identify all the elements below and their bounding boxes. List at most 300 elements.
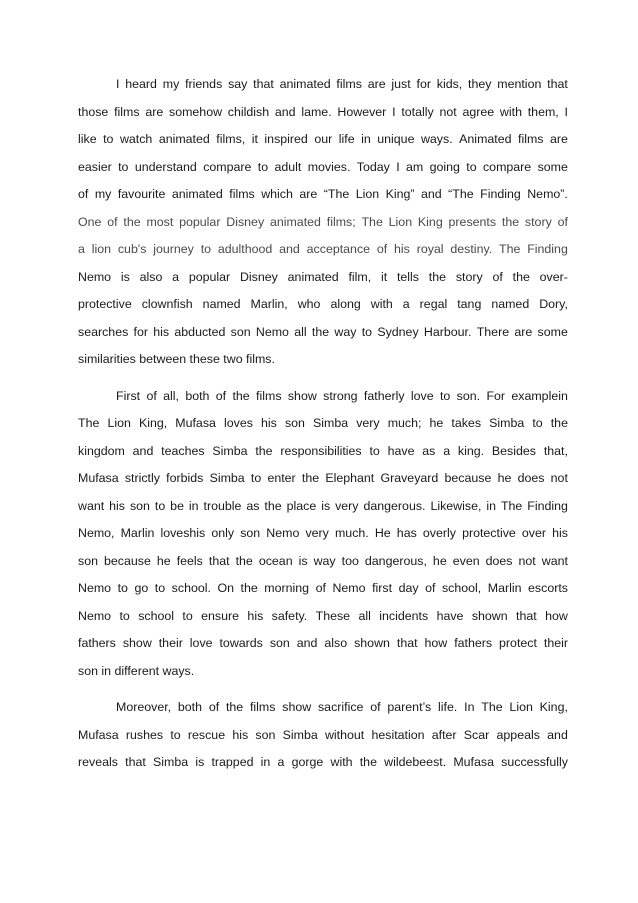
word: to xyxy=(466,159,477,174)
word: a xyxy=(443,443,451,458)
word: to xyxy=(361,324,373,339)
word: regal xyxy=(419,297,448,311)
word: favourite xyxy=(117,187,166,201)
word: rescue xyxy=(187,727,226,742)
word: responsibilities xyxy=(280,443,362,458)
word: want xyxy=(78,498,105,513)
word: the xyxy=(240,581,258,595)
word: to xyxy=(119,608,130,623)
word: are xyxy=(299,187,318,201)
word: films xyxy=(518,132,544,146)
word: some xyxy=(537,324,568,339)
word: that xyxy=(547,77,568,91)
word: adulthood xyxy=(217,242,273,256)
word: strictly xyxy=(124,471,160,485)
word: that xyxy=(208,553,230,568)
word: all xyxy=(358,608,371,623)
word: fathers xyxy=(454,636,493,650)
word: kids, xyxy=(436,77,463,91)
word: both xyxy=(177,700,203,714)
paragraph-2-line-7 xyxy=(78,548,568,576)
word: Simba xyxy=(212,443,248,458)
word: his xyxy=(247,608,264,623)
word: overly xyxy=(422,526,456,540)
word: Simba xyxy=(153,755,189,769)
word: On xyxy=(217,581,234,595)
word: films xyxy=(336,77,362,91)
word: most xyxy=(146,214,174,229)
word: parent’s xyxy=(387,700,432,714)
word: a xyxy=(277,755,285,769)
word: my xyxy=(162,77,180,91)
word: in xyxy=(486,498,497,513)
word: to xyxy=(117,581,128,595)
word: some xyxy=(537,159,568,174)
word: Harbour. xyxy=(423,324,472,339)
word: and xyxy=(132,443,154,458)
word: ocean xyxy=(258,553,293,568)
word: Finding xyxy=(480,187,521,201)
word: love xyxy=(189,636,213,650)
word: the xyxy=(550,416,568,430)
word: the xyxy=(255,443,273,458)
word: because xyxy=(444,471,492,485)
word: is xyxy=(120,269,130,284)
word: over xyxy=(521,526,547,540)
word: his xyxy=(153,324,170,339)
word: compare xyxy=(203,159,252,174)
word: Besides xyxy=(491,443,536,458)
paragraph-1-line-11: similarities between these two films. xyxy=(78,352,275,366)
word: of xyxy=(425,581,436,595)
word: just xyxy=(391,77,411,91)
word: films; xyxy=(326,214,356,229)
word: Nemo xyxy=(78,581,112,595)
word: abducted xyxy=(174,324,226,339)
word: that, xyxy=(543,443,568,458)
word: who xyxy=(297,297,321,311)
word: all xyxy=(294,324,307,339)
word: destiny. xyxy=(450,242,493,256)
word: friends xyxy=(185,77,223,91)
word: first xyxy=(372,581,393,595)
word: protective xyxy=(462,526,516,540)
word: life xyxy=(338,132,355,146)
word: adult xyxy=(274,159,302,174)
word: of xyxy=(146,388,157,403)
word: loveshis xyxy=(160,526,206,540)
word: For xyxy=(486,388,506,403)
word: successfully xyxy=(501,755,568,769)
word: trouble xyxy=(203,498,242,513)
word: show xyxy=(282,700,312,714)
word: son xyxy=(284,416,305,430)
word: and xyxy=(421,187,442,201)
word: shown xyxy=(354,636,390,650)
word: Mufasa xyxy=(175,416,216,430)
word: their xyxy=(543,636,568,650)
word: both xyxy=(185,388,210,403)
word: journey xyxy=(153,242,194,256)
word: easier xyxy=(78,159,112,174)
paragraph-2-line-10 xyxy=(78,630,568,658)
paragraph-1-line-10 xyxy=(78,319,568,347)
word: Nemo xyxy=(78,608,112,623)
word: the xyxy=(512,269,530,284)
word: his xyxy=(552,526,568,540)
word: way xyxy=(313,553,336,568)
word: of xyxy=(370,700,381,714)
word: wildebeest. xyxy=(384,755,447,769)
word: as xyxy=(246,498,260,513)
word: for xyxy=(416,77,431,91)
word: with xyxy=(330,755,353,769)
word: The xyxy=(500,498,523,513)
word: the xyxy=(232,388,250,403)
word: to xyxy=(532,416,543,430)
word: films, xyxy=(216,132,246,146)
word: in xyxy=(361,132,371,146)
word: Simba xyxy=(313,416,349,430)
word: Today xyxy=(356,159,390,174)
word: their xyxy=(158,636,183,650)
paragraph-1-line-5 xyxy=(78,181,568,209)
word: son xyxy=(129,498,150,513)
paragraph-1-line-8 xyxy=(78,264,568,292)
word: presents xyxy=(448,214,497,229)
word: Nemo xyxy=(78,269,112,284)
word: Mufasa xyxy=(453,755,494,769)
word: going xyxy=(429,159,460,174)
word: are xyxy=(367,77,386,91)
paragraph-2-line-8 xyxy=(78,575,568,603)
word: king. xyxy=(457,443,485,458)
word: to xyxy=(200,242,212,256)
word: that xyxy=(516,608,537,623)
word: are xyxy=(549,132,568,146)
word: to xyxy=(154,498,166,513)
word: dangerous. xyxy=(363,498,426,513)
word: I xyxy=(116,77,120,91)
word: the xyxy=(123,214,141,229)
word: after xyxy=(431,727,457,742)
word: of xyxy=(315,581,326,595)
word: loves xyxy=(224,416,253,430)
word: son xyxy=(240,526,261,540)
word: for xyxy=(133,324,149,339)
word: with xyxy=(499,104,522,119)
word: mention xyxy=(497,77,542,91)
word: of xyxy=(208,700,220,714)
word: unique xyxy=(377,132,415,146)
word: he xyxy=(156,553,171,568)
word: how xyxy=(424,636,448,650)
word: safety. xyxy=(271,608,308,623)
paragraph-3-line-1 xyxy=(78,694,568,722)
word: Lion xyxy=(355,187,380,201)
word: Nemo, xyxy=(78,526,115,540)
word: the xyxy=(225,700,244,714)
word: his xyxy=(232,727,249,742)
paragraph-2-line-1 xyxy=(78,383,568,411)
word: in xyxy=(260,755,271,769)
word: Scar xyxy=(463,727,490,742)
word: dangerous, xyxy=(364,553,427,568)
word: also xyxy=(324,636,348,650)
word: he xyxy=(497,471,512,485)
word: appeals xyxy=(496,727,540,742)
word: them, xyxy=(527,104,559,119)
word: very xyxy=(335,498,359,513)
word: which xyxy=(261,187,293,201)
word: go xyxy=(134,581,149,595)
word: only xyxy=(211,526,235,540)
word: are xyxy=(514,324,533,339)
word: Graveyard xyxy=(380,471,439,485)
word: incidents xyxy=(379,608,429,623)
word: film, xyxy=(348,269,372,284)
word: Disney xyxy=(226,214,265,229)
word: First xyxy=(116,388,141,403)
word: agree xyxy=(462,104,495,119)
word: the xyxy=(301,471,320,485)
word: King, xyxy=(138,416,168,430)
paragraph-2-line-3 xyxy=(78,438,568,466)
word: Finding xyxy=(527,498,568,513)
word: like xyxy=(78,132,97,146)
word: story xyxy=(524,214,552,229)
word: In xyxy=(464,700,475,714)
paragraph-2-line-9 xyxy=(78,603,568,631)
word: Moreover, xyxy=(116,700,172,714)
word: his xyxy=(261,416,277,430)
word: the xyxy=(235,553,253,568)
word: the xyxy=(428,269,447,284)
word: totally xyxy=(401,104,434,119)
word: reveals xyxy=(78,755,118,769)
paragraph-1-line-9 xyxy=(78,291,568,319)
word: compare xyxy=(482,159,532,174)
word: fathers xyxy=(78,636,116,650)
word: to xyxy=(250,471,262,485)
word: is xyxy=(321,498,331,513)
word: they xyxy=(468,77,492,91)
word: those xyxy=(78,104,109,119)
word: ensure xyxy=(201,608,240,623)
word: over- xyxy=(539,269,568,284)
word: and xyxy=(547,727,568,742)
word: animated xyxy=(269,214,321,229)
word: forbids xyxy=(166,471,204,485)
word: films xyxy=(249,700,276,714)
word: One xyxy=(78,214,102,229)
word: the xyxy=(264,498,282,513)
paragraph-1-line-4 xyxy=(78,154,568,182)
word: not xyxy=(439,104,457,119)
word: The xyxy=(481,700,503,714)
word: fatherly xyxy=(363,388,405,403)
paragraph-2-line-6 xyxy=(78,520,568,548)
word: popular xyxy=(188,269,231,284)
word: to xyxy=(118,159,129,174)
word: also xyxy=(139,269,163,284)
word: acceptance xyxy=(306,242,371,256)
word: Simba xyxy=(209,471,245,485)
word: morning xyxy=(264,581,310,595)
word: tang xyxy=(457,297,482,311)
word: life. xyxy=(438,700,458,714)
word: as xyxy=(422,443,436,458)
word: does xyxy=(517,471,545,485)
word: King” xyxy=(385,187,415,201)
word: Animated xyxy=(459,132,512,146)
word: Simba xyxy=(282,727,318,742)
word: somehow xyxy=(169,104,223,119)
word: does xyxy=(485,553,513,568)
word: place xyxy=(286,498,317,513)
word: son xyxy=(78,553,98,568)
paragraph-3-line-2 xyxy=(78,722,568,750)
word: understand xyxy=(134,159,197,174)
word: too xyxy=(341,553,359,568)
word: royal xyxy=(416,242,444,256)
paragraph-1-line-2 xyxy=(78,99,568,127)
word: son xyxy=(269,636,290,650)
word: animated xyxy=(279,77,331,91)
word: I xyxy=(564,104,568,119)
word: and xyxy=(274,104,296,119)
word: popular xyxy=(179,214,221,229)
word: in xyxy=(188,498,199,513)
word: I xyxy=(396,159,400,174)
word: cub's xyxy=(117,242,147,256)
word: hesitation xyxy=(371,727,425,742)
word: escorts xyxy=(528,581,568,595)
word: be xyxy=(170,498,184,513)
word: not xyxy=(550,471,568,485)
word: say xyxy=(228,77,248,91)
word: Nemo”. xyxy=(527,187,568,201)
paragraph-1-line-7 xyxy=(78,236,568,264)
word: very xyxy=(305,526,329,540)
word: films xyxy=(229,187,255,201)
word: examplein xyxy=(511,388,568,403)
word: has xyxy=(396,526,417,540)
word: a xyxy=(78,242,85,256)
word: show xyxy=(122,636,152,650)
paragraph-2-line-2 xyxy=(78,410,568,438)
word: he xyxy=(429,416,444,430)
word: Nemo xyxy=(255,324,289,339)
word: protect xyxy=(499,636,537,650)
word: am xyxy=(406,159,424,174)
word: Likewise, xyxy=(430,498,482,513)
word: ways. xyxy=(420,132,453,146)
word: the xyxy=(311,324,330,339)
word: childish xyxy=(227,104,270,119)
word: love xyxy=(410,388,434,403)
word: protective xyxy=(78,297,132,311)
word: enter xyxy=(267,471,296,485)
word: Elephant xyxy=(325,471,375,485)
word: with xyxy=(370,297,393,311)
word: is xyxy=(298,553,308,568)
word: without xyxy=(324,727,365,742)
word: Lion xyxy=(107,416,131,430)
word: rushes xyxy=(125,727,164,742)
word: Marlin, xyxy=(250,297,288,311)
word: have xyxy=(436,608,464,623)
word: feels xyxy=(176,553,203,568)
word: very xyxy=(356,416,380,430)
paragraph-2-line-4 xyxy=(78,465,568,493)
word: “The xyxy=(323,187,350,201)
word: of xyxy=(376,242,388,256)
word: day xyxy=(398,581,419,595)
word: school xyxy=(138,608,175,623)
word: Mufasa xyxy=(78,727,119,742)
word: not xyxy=(518,553,536,568)
paragraph-2-line-11: son in different ways. xyxy=(78,663,195,678)
word: son xyxy=(230,324,251,339)
word: The xyxy=(499,242,521,256)
word: King, xyxy=(539,700,568,714)
word: sacrifice xyxy=(317,700,364,714)
word: of xyxy=(492,269,503,284)
word: school. xyxy=(171,581,211,595)
word: much. xyxy=(334,526,369,540)
word: to xyxy=(369,443,380,458)
word: heard xyxy=(125,77,157,91)
word: that xyxy=(125,755,146,769)
word: because xyxy=(104,553,151,568)
word: animated xyxy=(171,187,223,201)
word: of xyxy=(557,214,568,229)
word: his xyxy=(109,498,125,513)
word: he xyxy=(432,553,447,568)
word: “The xyxy=(448,187,474,201)
word: films xyxy=(114,104,140,119)
word: lion xyxy=(91,242,112,256)
word: Disney xyxy=(239,269,278,284)
word: to xyxy=(439,388,451,403)
word: all, xyxy=(163,388,179,403)
word: to xyxy=(257,159,269,174)
paragraph-2-line-5 xyxy=(78,493,568,521)
word: strong xyxy=(323,388,358,403)
word: towards xyxy=(219,636,263,650)
word: teaches xyxy=(161,443,205,458)
word: animated xyxy=(287,269,339,284)
paragraph-1-line-6 xyxy=(78,209,568,237)
word: King xyxy=(417,214,443,229)
word: searches xyxy=(78,324,129,339)
word: my xyxy=(94,187,112,201)
word: the xyxy=(359,755,377,769)
word: way xyxy=(334,324,357,339)
word: Lion xyxy=(388,214,413,229)
word: The xyxy=(78,416,100,430)
word: son xyxy=(255,727,276,742)
word: son. xyxy=(456,388,481,403)
word: movies. xyxy=(307,159,351,174)
word: Finding xyxy=(527,242,568,256)
word: watch xyxy=(119,132,153,146)
word: show xyxy=(287,388,317,403)
word: want xyxy=(541,553,568,568)
word: and xyxy=(296,636,318,650)
word: animated xyxy=(158,132,210,146)
